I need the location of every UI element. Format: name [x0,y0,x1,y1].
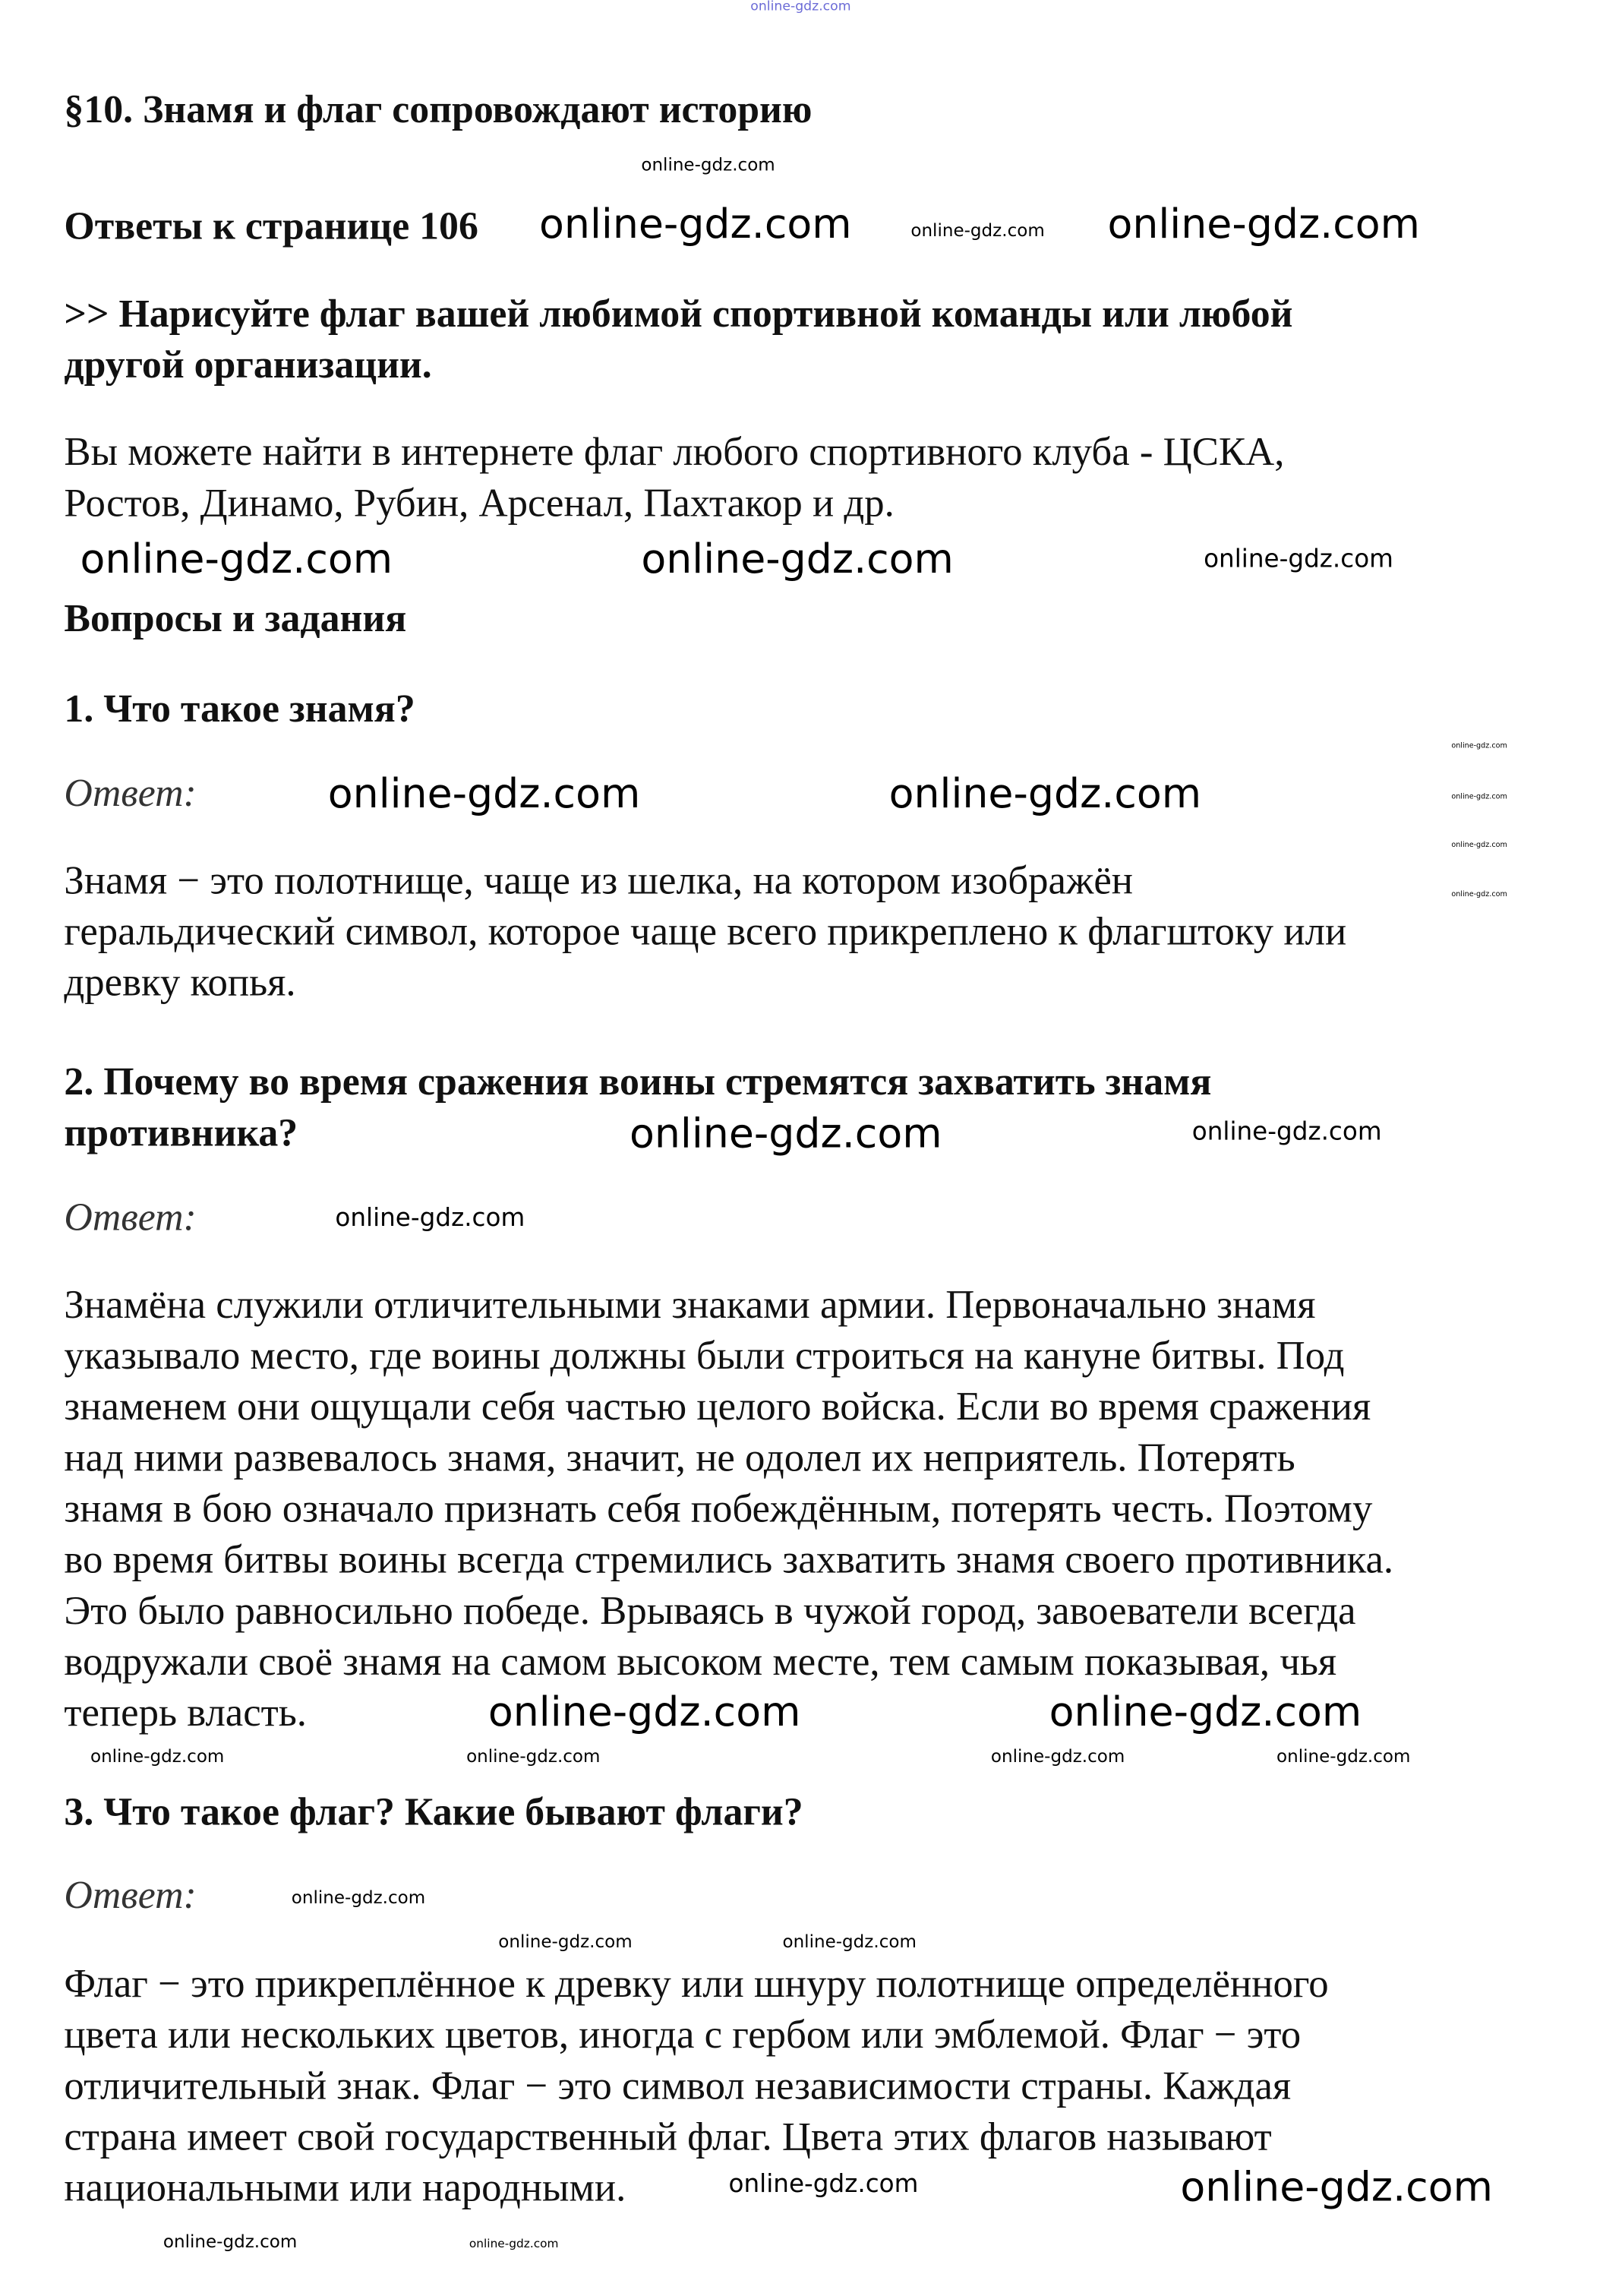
watermark: online-gdz.com [782,1931,917,1952]
watermark: online-gdz.com [163,2231,298,2252]
answer-3 [64,1957,1328,2212]
answer-line: теперь власть. [64,1689,307,1735]
answer-line: Флаг − это прикреплённое к древку или шнуру полотнище определённого [64,1960,1329,2006]
answer-line: над ними развевалось знамя, значит, не одолел их неприятель. Потерять [64,1434,1295,1480]
watermark: online-gdz.com [990,1745,1125,1767]
answer-line: знаменем они ощущали себя частью целого войска. Если во время сражения [64,1383,1371,1429]
answer-label: Ответ: [64,771,197,815]
task-answer [64,425,1284,527]
answer-1 [64,854,1346,1007]
question-line: 2. Почему во время сражения воины стремятся захватить знамя [64,1060,1212,1104]
answer-line: древку копья. [64,959,296,1005]
question-line: противника? [64,1110,298,1154]
watermark: online-gdz.com [488,1688,801,1736]
answer-2 [64,1278,1393,1737]
watermark: online-gdz.com [335,1204,525,1233]
question-3: 3. Что такое флаг? Какие бывают флаги? [64,1789,803,1834]
watermark: online-gdz.com [1107,199,1421,248]
watermark: online-gdz.com [1191,1117,1382,1148]
watermark: online-gdz.com [90,1745,225,1767]
watermark: online-gdz.com [910,219,1045,241]
section-heading: Вопросы и задания [64,595,407,640]
answer-line: знамя в бою означало признать себя побеждённым, потерять честь. Поэтому [64,1485,1373,1530]
watermark: online-gdz.com [1451,741,1507,751]
watermark: online-gdz.com [539,199,852,248]
watermark: online-gdz.com [498,1931,633,1952]
watermark: online-gdz.com [1180,2162,1493,2212]
answer-line: геральдический символ, которое чаще всего прикреплено к флагштоку или [64,908,1347,954]
watermark: online-gdz.com [1451,841,1507,850]
task-text [64,289,1292,390]
watermark: online-gdz.com [1276,1745,1411,1767]
watermark: online-gdz.com [291,1887,426,1908]
answer-line: Ростов, Динамо, Рубин, Арсенал, Пахтакор и др. [64,479,895,525]
watermark: online-gdz.com [641,535,954,583]
question-1: 1. Что такое знамя? [64,686,415,731]
task-line: >> Нарисуйте флаг вашей любимой спортивной команды или любой [64,291,1293,336]
page-title: §10. Знамя и флаг сопровождают историю [64,87,813,131]
watermark: online-gdz.com [888,769,1202,818]
watermark: online-gdz.com [80,535,393,583]
watermark: online-gdz.com [630,1109,942,1157]
answer-line: указывало место, где воины должны были строиться на кануне битвы. Под [64,1331,1345,1378]
answer-line: отличительный знак. Флаг − это символ независимости страны. Каждая [64,2062,1292,2108]
watermark: online-gdz.com [750,0,851,15]
answer-line: Вы можете найти в интернете флаг любого спортивного клуба - ЦСКА, [64,428,1285,474]
answer-line: Знамя − это полотнище, чаще из шелка, на котором изображён [64,857,1134,902]
watermark: online-gdz.com [641,154,775,175]
answer-label: Ответ: [64,1872,197,1917]
watermark: online-gdz.com [466,1745,601,1767]
answer-line: цвета или нескольких цветов, иногда с гербом или эмблемой. Флаг − это [64,2011,1302,2057]
answer-label: Ответ: [64,1195,197,1240]
watermark: online-gdz.com [728,2170,919,2200]
answer-line: во время битвы воины всегда стремились захватить знамя своего противника. [64,1536,1394,1582]
answer-line: Это было равносильно победе. Врываясь в чужой город, завоеватели всегда [64,1587,1356,1633]
watermark: online-gdz.com [1451,890,1507,900]
watermark: online-gdz.com [327,769,641,818]
answer-line: страна имеет свой государственный флаг. Цвета этих флагов называют [64,2113,1272,2159]
page-heading: Ответы к странице 106 [64,204,478,248]
watermark: online-gdz.com [1049,1688,1362,1736]
answer-line: национальными или народными. [64,2164,626,2210]
watermark: online-gdz.com [1451,792,1507,802]
answer-line: Знамёна служили отличительными знаками армии. Первоначально знамя [64,1281,1316,1327]
watermark: online-gdz.com [1204,545,1393,575]
task-line: другой организации. [64,342,432,387]
watermark: online-gdz.com [469,2237,559,2250]
answer-line: водружали своё знамя на самом высоком месте, тем самым показывая, чья [64,1638,1337,1684]
